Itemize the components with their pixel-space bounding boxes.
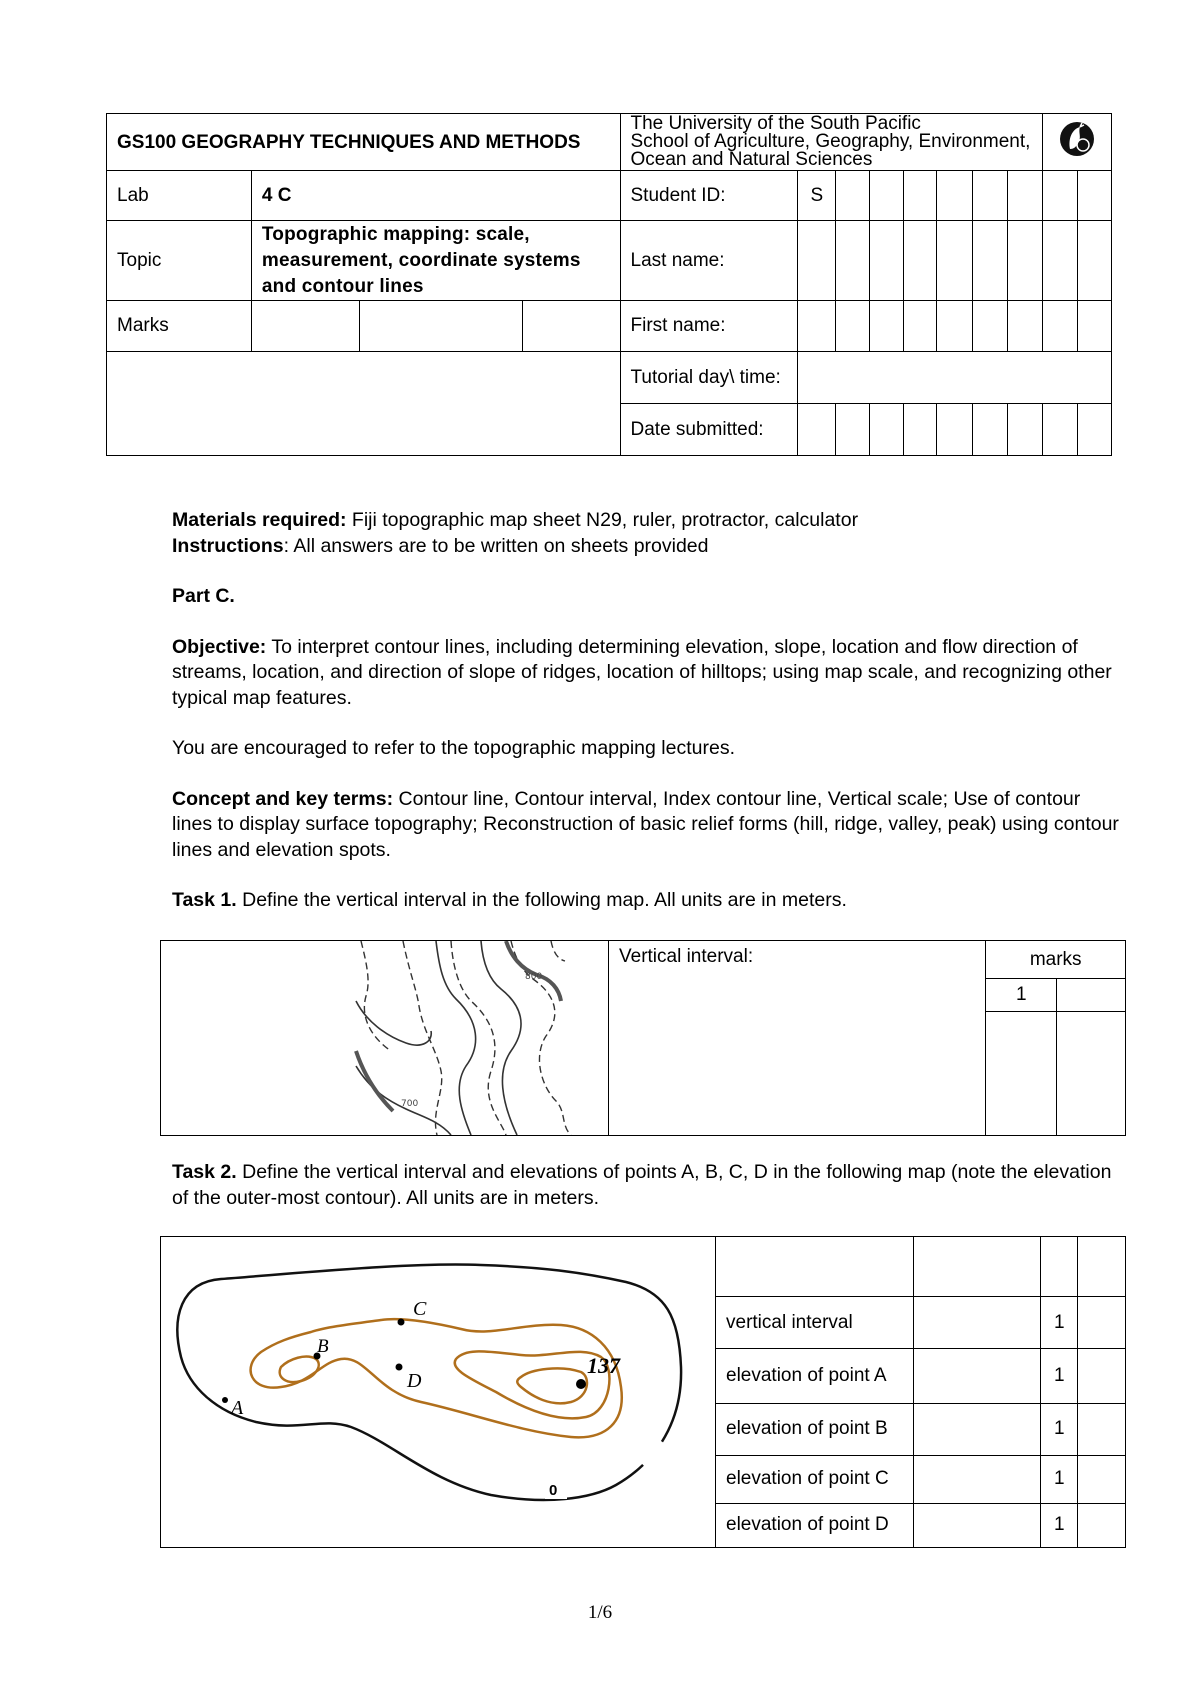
objective-label: Objective: <box>172 635 267 658</box>
row-label: vertical interval <box>716 1297 914 1349</box>
row-marks: 1 <box>1041 1349 1078 1403</box>
course-title: GS100 GEOGRAPHY TECHNIQUES AND METHODS <box>107 114 621 171</box>
marks-header: marks <box>986 941 1126 979</box>
inner-contour-west <box>280 1357 319 1382</box>
spot-height-marker <box>576 1379 586 1389</box>
point-d-marker <box>396 1364 403 1371</box>
marks-box[interactable] <box>522 301 620 352</box>
row-marks: 1 <box>1041 1403 1078 1455</box>
date-box[interactable] <box>1077 404 1111 456</box>
row-label: elevation of point C <box>716 1455 914 1503</box>
date-box[interactable] <box>904 404 937 456</box>
task2-heading <box>172 1160 1122 1211</box>
first-name-box[interactable] <box>904 301 937 352</box>
first-name-box[interactable] <box>1042 301 1077 352</box>
last-name-box[interactable] <box>798 221 836 301</box>
first-name-box[interactable] <box>973 301 1008 352</box>
point-a-marker <box>222 1397 228 1403</box>
task1-heading <box>172 888 1122 914</box>
task2-text: Define the vertical interval and elevations of points A, B, C, D in the following map (note the elevation of the outer-most contour). All units are in meters. <box>172 1161 1112 1209</box>
first-name-box[interactable] <box>937 301 973 352</box>
task1-label: Task 1. <box>172 889 237 911</box>
point-b-label: B <box>317 1336 329 1357</box>
score-box[interactable] <box>1078 1503 1126 1547</box>
materials-text: Fiji topographic map sheet N29, ruler, protractor, calculator <box>346 509 859 531</box>
date-box[interactable] <box>1008 404 1043 456</box>
encourage-text: You are encouraged to refer to the topographic mapping lectures. <box>172 737 735 759</box>
student-id-prefix: S <box>798 171 836 221</box>
first-name-box[interactable] <box>798 301 836 352</box>
header-cell <box>1041 1237 1078 1297</box>
marks-value: 1 <box>986 979 1057 1012</box>
lab-label: Lab <box>107 171 252 221</box>
answer-box[interactable] <box>914 1455 1041 1503</box>
answer-box[interactable] <box>914 1503 1041 1547</box>
date-box[interactable] <box>870 404 904 456</box>
last-name-box[interactable] <box>937 221 973 301</box>
topic-value: Topographic mapping: scale, measurement, coordinate systems and contour lines <box>251 221 620 301</box>
intro-section <box>172 508 1122 914</box>
concept-paragraph <box>172 787 1122 864</box>
task2-map-cell <box>161 1237 716 1548</box>
row-label: elevation of point A <box>716 1349 914 1403</box>
objective-paragraph <box>172 635 1122 712</box>
materials-line <box>172 508 1122 534</box>
header-cell <box>914 1237 1041 1297</box>
point-d-label: D <box>407 1370 422 1392</box>
blank-cell <box>1057 1012 1126 1136</box>
first-name-label: First name: <box>620 301 798 352</box>
lab-value: 4 C <box>251 171 620 221</box>
outer-contour <box>177 1264 681 1499</box>
last-name-box[interactable] <box>973 221 1008 301</box>
student-id-box[interactable] <box>1042 171 1077 221</box>
date-box[interactable] <box>973 404 1008 456</box>
student-id-box[interactable] <box>937 171 973 221</box>
row-marks: 1 <box>1041 1503 1078 1547</box>
instructions-line <box>172 534 1122 560</box>
first-name-box[interactable] <box>836 301 870 352</box>
vertical-interval-answer[interactable] <box>609 941 986 1136</box>
student-id-box[interactable] <box>973 171 1008 221</box>
student-id-box[interactable] <box>904 171 937 221</box>
date-box[interactable] <box>836 404 870 456</box>
vertical-interval-label: Vertical interval: <box>619 946 754 967</box>
row-label: elevation of point B <box>716 1403 914 1455</box>
score-box[interactable] <box>1057 979 1126 1012</box>
outer-contour-label: 0 <box>549 1482 558 1499</box>
student-id-box[interactable] <box>1077 171 1111 221</box>
row-marks: 1 <box>1041 1455 1078 1503</box>
student-id-box[interactable] <box>1008 171 1043 221</box>
page-number: 1/6 <box>587 1602 613 1623</box>
university-info <box>620 114 1042 171</box>
university-name: The University of the South Pacific <box>630 113 921 134</box>
header-cell <box>716 1237 914 1297</box>
row-marks: 1 <box>1041 1297 1078 1349</box>
marks-box[interactable] <box>251 301 359 352</box>
score-box[interactable] <box>1078 1297 1126 1349</box>
instructions-text: : All answers are to be written on sheets provided <box>283 534 709 557</box>
school-name: School of Agriculture, Geography, Environment, Ocean and Natural Sciences <box>630 131 1031 170</box>
tutorial-field[interactable] <box>798 352 1112 404</box>
point-c-label: C <box>413 1298 427 1320</box>
last-name-label: Last name: <box>620 221 798 301</box>
date-box[interactable] <box>937 404 973 456</box>
blank-area <box>107 352 621 456</box>
usp-logo-icon <box>1058 119 1096 159</box>
task2-table <box>160 1236 1126 1548</box>
contour-map-2 <box>161 1237 715 1547</box>
label-700: 700 <box>401 1099 419 1109</box>
answer-box[interactable] <box>914 1349 1041 1403</box>
score-box[interactable] <box>1078 1349 1126 1403</box>
header-table <box>106 113 1112 456</box>
concept-label: Concept and key terms: <box>172 787 394 810</box>
student-id-label: Student ID: <box>620 171 798 221</box>
score-box[interactable] <box>1078 1455 1126 1503</box>
label-800: 800 <box>525 972 543 982</box>
header-cell <box>1078 1237 1126 1297</box>
date-box[interactable] <box>798 404 836 456</box>
first-name-box[interactable] <box>1077 301 1111 352</box>
last-name-box[interactable] <box>904 221 937 301</box>
contour-map-1 <box>161 941 608 1135</box>
last-name-box[interactable] <box>870 221 904 301</box>
student-id-box[interactable] <box>870 171 904 221</box>
spot-height-label: 137 <box>587 1353 620 1378</box>
point-c-marker <box>398 1319 405 1326</box>
answer-box[interactable] <box>914 1297 1041 1349</box>
task2-label: Task 2. <box>172 1161 237 1183</box>
part-heading: Part C. <box>172 585 235 607</box>
materials-label: Materials required: <box>172 509 347 531</box>
last-name-box[interactable] <box>1008 221 1043 301</box>
tutorial-label: Tutorial day\ time: <box>620 352 798 404</box>
logo-cell <box>1042 114 1111 171</box>
first-name-box[interactable] <box>1008 301 1043 352</box>
last-name-box[interactable] <box>836 221 870 301</box>
task1-map-cell <box>161 941 609 1136</box>
task1-text: Define the vertical interval in the following map. All units are in meters. <box>236 889 847 911</box>
task1-table <box>160 940 1126 1136</box>
blank-cell <box>986 1012 1057 1136</box>
point-a-label: A <box>231 1397 244 1419</box>
answer-box[interactable] <box>914 1403 1041 1455</box>
last-name-box[interactable] <box>1042 221 1077 301</box>
row-label: elevation of point D <box>716 1503 914 1547</box>
last-name-box[interactable] <box>1077 221 1111 301</box>
topic-label: Topic <box>107 221 252 301</box>
score-box[interactable] <box>1078 1403 1126 1455</box>
first-name-box[interactable] <box>870 301 904 352</box>
date-box[interactable] <box>1042 404 1077 456</box>
marks-box[interactable] <box>359 301 522 352</box>
objective-text: To interpret contour lines, including determining elevation, slope, location and flow direction of streams, location, and direction of slope of ridges, location of hilltops; using map scale, and recognizing other typical map features. <box>172 635 1112 709</box>
student-id-box[interactable] <box>836 171 870 221</box>
date-label: Date submitted: <box>620 404 798 456</box>
concept-text: Contour line, Contour interval, Index contour line, Vertical scale; Use of contour lines to display surface topography; Reconstruction of basic relief forms (hill, ridge, valley, peak) using contour lines and elevation spots. <box>172 787 1119 861</box>
instructions-label: Instructions <box>172 534 284 557</box>
marks-label: Marks <box>107 301 252 352</box>
